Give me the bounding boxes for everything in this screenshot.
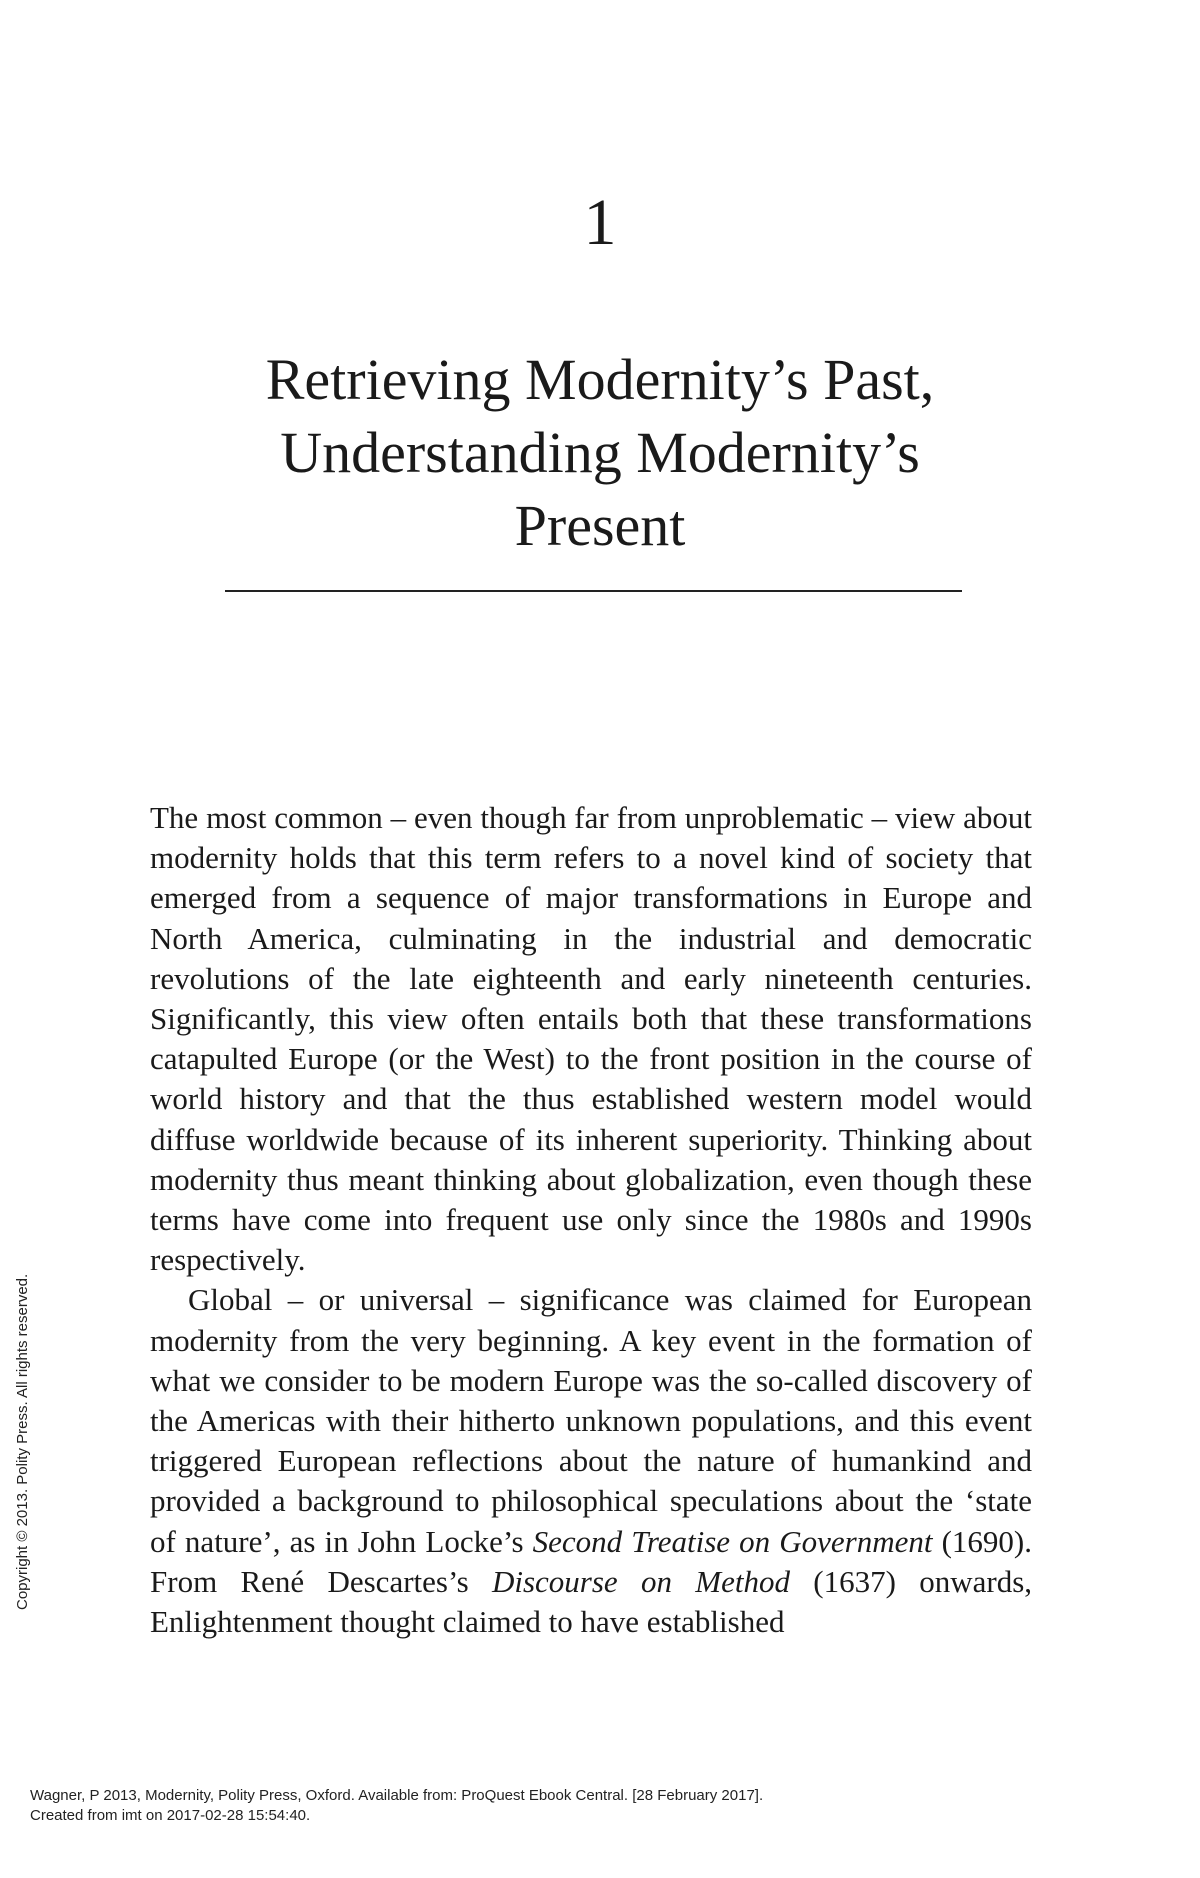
- citation-line-1: Wagner, P 2013, Modernity, Polity Press, Oxford. Available from: ProQuest Ebook Central. [28 February 2017].: [30, 1787, 764, 1804]
- citation-footer: [30, 1786, 763, 1826]
- body-text: [150, 798, 1032, 1642]
- book-title-discourse-on-method: Discourse on Method: [491, 1563, 790, 1599]
- chapter-title-line-1: Retrieving Modernity’s Past,: [265, 347, 935, 412]
- paragraph-2-text-a: Global – or universal – significance was claimed for European modernity from the very beginning. A key event in the formation of what we consider to be modern Europe was the so-called discovery of the Americas with their hitherto unknown populations, and this event triggered European reflections about the nature of humankind and provided a background to philosophical speculations about the ‘state of nature’, as in John Locke’s: [150, 1282, 1032, 1559]
- title-rule: [225, 590, 962, 592]
- copyright-notice: Copyright © 2013. Polity Press. All rights reserved.: [14, 1273, 31, 1610]
- paragraph-2: [150, 1280, 1032, 1642]
- chapter-title-line-3: Present: [514, 493, 686, 558]
- chapter-number: 1: [583, 186, 617, 259]
- paragraph-2-text-b: (1690). From René Descartes’s: [150, 1523, 1033, 1599]
- book-title-second-treatise: Second Treatise on Government: [532, 1523, 933, 1559]
- paragraph-2-text-c: (1637) onwards, Enlightenment thought claimed to have established: [150, 1563, 1033, 1640]
- chapter-title: [0, 343, 1200, 562]
- citation-line-2: Created from imt on 2017-02-28 15:54:40.: [30, 1807, 311, 1824]
- paragraph-1: The most common – even though far from unproblematic – view about modernity holds that this term refers to a novel kind of society that emerged from a sequence of major transformations in Europe and North America, culminating in the industrial and democratic revolutions of the late eighteenth and early nineteenth centuries. Significantly, this view often entails both that these transformations catapulted Europe (or the West) to the front position in the course of world history and that the thus established western model would diffuse worldwide because of its inherent superiority. Thinking about modernity thus meant thinking about globalization, even though these terms have come into frequent use only since the 1980s and 1990s respectively.: [150, 800, 1032, 1278]
- chapter-title-line-2: Understanding Modernity’s: [280, 420, 920, 485]
